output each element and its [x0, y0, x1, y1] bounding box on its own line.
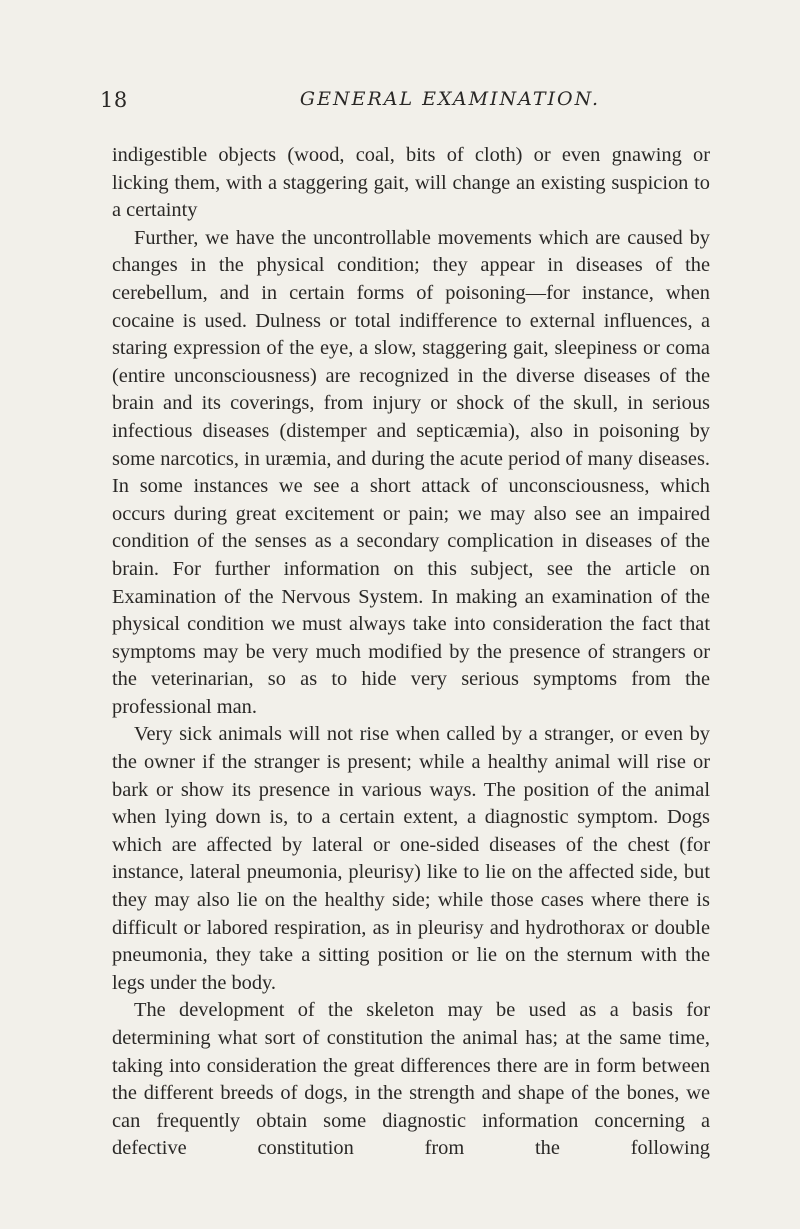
running-title: GENERAL EXAMINATION.: [299, 88, 601, 110]
paragraph-sick-animals: Very sick animals will not rise when called by a stranger, or even by the owner if the stranger is present; while a healthy animal will rise or bark or show its presence in various ways. The position of the animal when lying down is, to a certain extent, a diagnostic symptom. Dogs which are affected by lateral or one-sided diseases of the chest (for instance, lateral pneumonia, pleurisy) like to lie on the affected side, but they may also lie on the healthy side; while those cases where there is difficult or labored respiration, as in pleurisy and hydrothorax or double pneumonia, they take a sitting position or lie on the sternum with the legs under the body.: [112, 723, 710, 994]
paragraph-continued: indigestible objects (wood, coal, bits of cloth) or even gnawing or licking them, with a staggering gait, will change an existing suspicion to a certainty: [112, 144, 710, 222]
body-text: [112, 142, 710, 1163]
page-number: 18: [100, 88, 128, 112]
paragraph-skeleton: The development of the skeleton may be used as a basis for determining what sort of constitution the animal has; at the same time, taking into consideration the great differences there are in form between the different breeds of dogs, in the strength and shape of the bones, we can frequently obtain some diagnostic information concerning a defective constitution from the following: [112, 999, 710, 1160]
page-header: [100, 88, 712, 116]
paragraph-movements: Further, we have the uncontrollable movements which are caused by changes in the physical condition; they appear in diseases of the cerebellum, and in certain forms of poisoning—for instance, when cocaine is used. Dulness or total indifference to external influences, a staring expression of the eye, a slow, staggering gait, sleepiness or coma (entire unconsciousness) are recognized in the diverse diseases of the brain and its coverings, from injury or shock of the skull, in serious infectious diseases (distemper and septicæmia), also in poisoning by some narcotics, in uræmia, and during the acute period of many diseases. In some instances we see a short attack of unconsciousness, which occurs during great excitement or pain; we may also see an impaired condition of the senses as a secondary complication in diseases of the brain. For further information on this subject, see the article on Examination of the Nervous System. In making an examination of the physical condition we must always take into consideration the fact that symptoms may be very much modified by the presence of strangers or the veterinarian, so as to hide very serious symptoms from the professional man.: [112, 226, 710, 718]
